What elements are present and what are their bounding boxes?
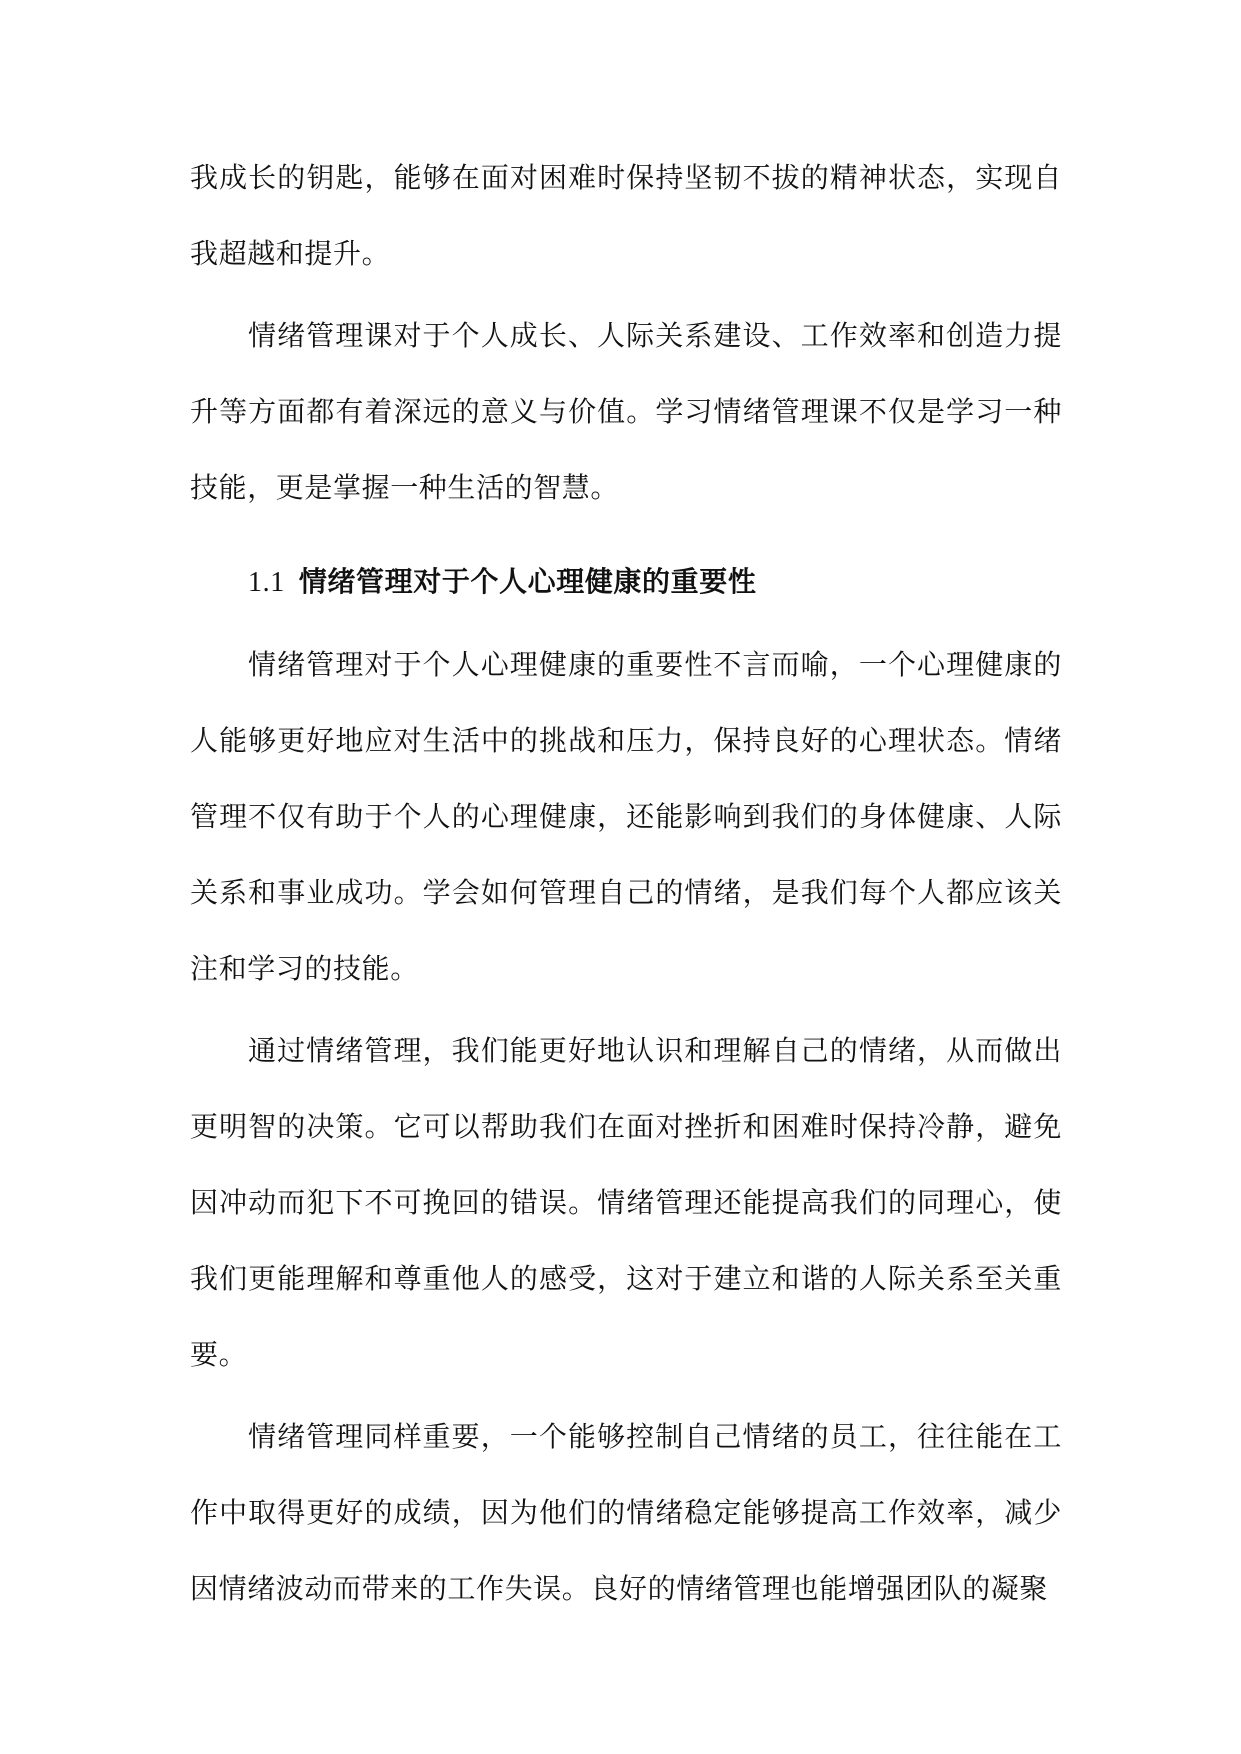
paragraph-mental-health: 情绪管理对于个人心理健康的重要性不言而喻，一个心理健康的人能够更好地应对生活中的挑战和压力，保持良好的心理状态。情绪管理不仅有助于个人的心理健康，还能影响到我们的身体健康、人际关系和事业成功。学会如何管理自己的情绪，是我们每个人都应该关注和学习的技能。 [190,648,1062,985]
paragraph-workplace: 情绪管理同样重要，一个能够控制自己情绪的员工，往往能在工作中取得更好的成绩，因为他们的情绪稳定能够提高工作效率，减少因情绪波动而带来的工作失误。良好的情绪管理也能增强团队的凝聚 [190,1420,1062,1605]
section-heading [190,544,1062,621]
document-body [190,140,1062,1633]
paragraph-decision-making: 通过情绪管理，我们能更好地认识和理解自己的情绪，从而做出更明智的决策。它可以帮助我们在面对挫折和困难时保持冷静，避免因冲动而犯下不可挽回的错误。情绪管理还能提高我们的同理心，使我们更能理解和尊重他人的感受，这对于建立和谐的人际关系至关重要。 [190,1034,1062,1371]
section-number: 1.1 [248,567,285,598]
section-title: 情绪管理对于个人心理健康的重要性 [298,565,757,598]
paragraph-continuation: 我成长的钥匙，能够在面对困难时保持坚韧不拔的精神状态，实现自我超越和提升。 [190,161,1062,270]
paragraph-course-value: 情绪管理课对于个人成长、人际关系建设、工作效率和创造力提升等方面都有着深远的意义与价值。学习情绪管理课不仅是学习一种技能，更是掌握一种生活的智慧。 [190,319,1062,504]
